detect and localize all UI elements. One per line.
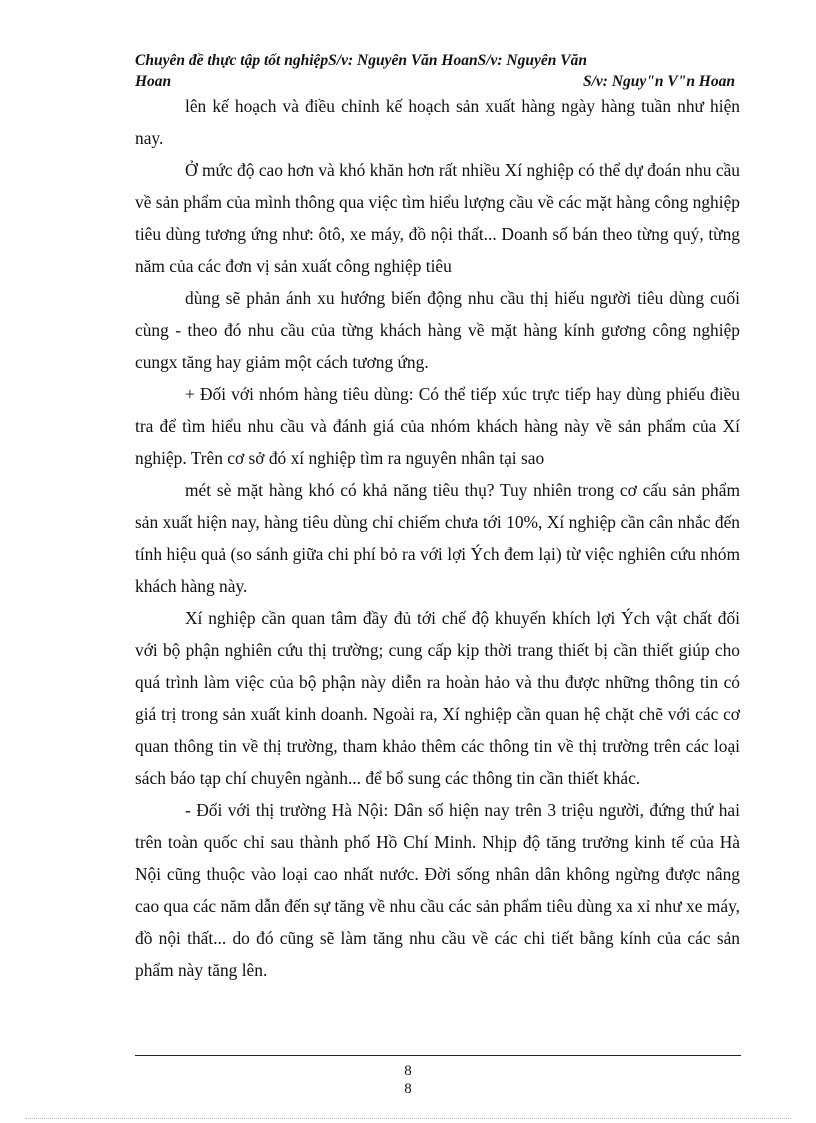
paragraph-4: + Đối với nhóm hàng tiêu dùng: Có thể tiếp xúc trực tiếp hay dùng phiếu điều tra để tìm hiểu nhu cầu và đánh giá của nhóm khách hàng này về sản phẩm của Xí nghiệp. Trên cơ sở đó xí nghiệp tìm ra nguyên nhân tại sao — [135, 384, 740, 468]
page-number: 8 — [404, 1063, 412, 1079]
paragraph-1: lên kế hoạch và điều chỉnh kế hoạch sản xuất hàng ngày hàng tuần như hiện nay. — [135, 96, 740, 148]
paragraph-2: Ở mức độ cao hơn và khó khăn hơn rất nhiều Xí nghiệp có thể dự đoán nhu cầu về sản phẩm của mình thông qua việc tìm hiểu lượng cầu về các mặt hàng công nghiệp tiêu dùng tương ứng như: ôtô, xe máy, đồ nội thất... Doanh số bán theo từng quý, từng năm của các đơn vị sản xuất công nghiệp tiêu — [135, 160, 740, 276]
page-bottom-border — [25, 1118, 791, 1119]
header-line-1: Chuyên đề thực tập tốt nghiệpS/v: Nguyên Văn HoanS/v: Nguyên Văn — [135, 52, 587, 69]
paragraph-5: mét sè mặt hàng khó có khả năng tiêu thụ? Tuy nhiên trong cơ cấu sản phẩm sản xuất hiện nay, hàng tiêu dùng chỉ chiếm chưa tới 10%, Xí nghiệp cần cân nhắc đến tính hiệu quả (so sánh giữa chi phí bỏ ra với lợi Ých đem lại) từ việc nghiên cứu nhóm khách hàng này. — [135, 480, 740, 596]
paragraph-7: - Đối với thị trường Hà Nội: Dân số hiện nay trên 3 triệu người, đứng thứ hai trên toàn quốc chỉ sau thành phố Hồ Chí Minh. Nhịp độ tăng trưởng kinh tế của Hà Nội cũng thuộc vào loại cao nhất nước. Đời sống nhân dân không ngừng được nâng cao qua các năm dẫn đến sự tăng về nhu cầu các sản phẩm tiêu dùng xa xỉ như xe máy, đồ nội thất... do đó cũng sẽ làm tăng nhu cầu về các chi tiết bằng kính của các sản phẩm này tăng lên. — [135, 800, 740, 980]
page-number-duplicate: 8 — [404, 1081, 412, 1097]
header-line-2-right: S/v: Nguy"n V"n Hoan — [582, 73, 735, 90]
document-body — [135, 90, 740, 986]
header-line-2 — [135, 71, 735, 92]
header-line-2-left: Hoan — [135, 73, 172, 90]
paragraph-6: Xí nghiệp cần quan tâm đầy đủ tới chế độ khuyến khích lợi Ých vật chất đối với bộ phận nghiên cứu thị trường; cung cấp kịp thời trang thiết bị cần thiết giúp cho quá trình làm việc của bộ phận này diễn ra hoàn hảo và thu được những thông tin có giá trị trong sản xuất kinh doanh. Ngoài ra, Xí nghiệp cần quan hệ chặt chẽ với các cơ quan thông tin về thị trường, tham khảo thêm các thông tin về thị trường trên các loại sách báo tạp chí chuyên ngành... để bổ sung các thông tin cần thiết khác. — [135, 608, 740, 788]
footer-rule — [135, 1055, 741, 1056]
paragraph-3: dùng sẽ phản ánh xu hướng biến động nhu cầu thị hiếu người tiêu dùng cuối cùng - theo đó nhu cầu của từng khách hàng về mặt hàng kính gương công nghiệp cungx tăng hay giảm một cách tương ứng. — [135, 288, 740, 372]
page-header — [135, 50, 735, 92]
